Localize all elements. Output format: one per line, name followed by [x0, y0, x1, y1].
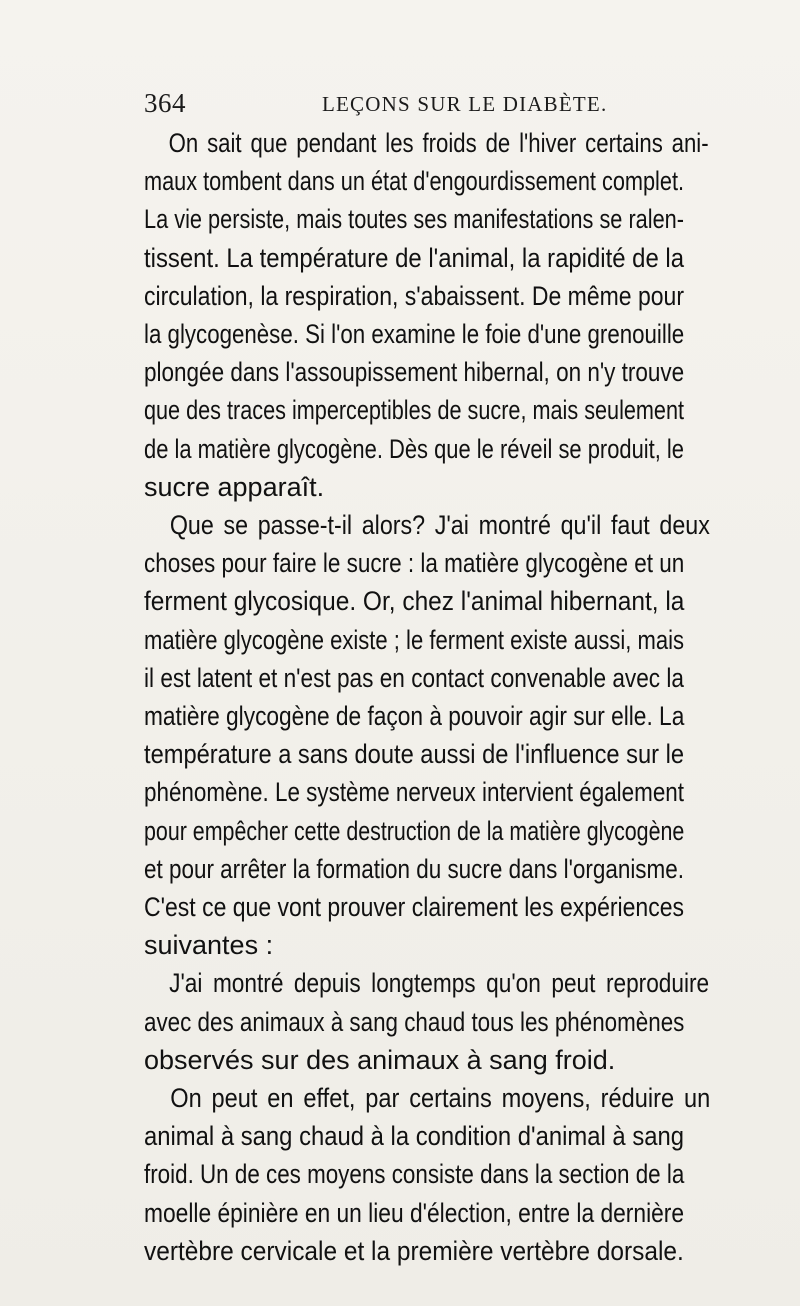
text-line: J'ai montré depuis longtemps qu'on peut reproduire: [169, 968, 710, 999]
text-line: pour empêcher cette destruction de la matière glycogène: [144, 815, 685, 846]
body-text: [144, 124, 711, 1270]
text-line: suivantes :: [144, 930, 274, 961]
text-line: observés sur des animaux à sang froid.: [144, 1044, 616, 1075]
text-line: choses pour faire le sucre : la matière glycogène et un: [144, 548, 685, 579]
text-line: la glycogenèse. Si l'on examine le foie d'une grenouille: [144, 319, 685, 350]
text-line: il est latent et n'est pas en contact convenable avec la: [144, 662, 684, 693]
text-line: animal à sang chaud à la condition d'animal à sang: [144, 1121, 684, 1152]
paragraph: [144, 964, 710, 1079]
text-line: température a sans doute aussi de l'influence sur le: [144, 739, 685, 770]
text-line: moelle épinière en un lieu d'élection, entre la dernière: [144, 1197, 685, 1228]
page-number: 364: [144, 88, 186, 118]
text-line: plongée dans l'assoupissement hibernal, on n'y trouve: [144, 357, 685, 388]
text-line: de la matière glycogène. Dès que le réveil se produit, le: [144, 433, 684, 464]
text-line: ferment glycosique. Or, chez l'animal hibernant, la: [144, 586, 685, 617]
paragraph: [144, 506, 710, 964]
paragraph: [144, 124, 709, 506]
text-line: que des traces imperceptibles de sucre, mais seulement: [144, 395, 684, 426]
text-line: circulation, la respiration, s'abaissent. De même pour: [144, 280, 684, 311]
text-line: phénomène. Le système nerveux intervient également: [144, 777, 684, 808]
text-line: et pour arrêter la formation du sucre dans l'organisme.: [144, 853, 684, 884]
text-line: froid. Un de ces moyens consiste dans la section de la: [144, 1159, 685, 1190]
text-line: tissent. La température de l'animal, la rapidité de la: [144, 242, 684, 273]
text-line: On peut en effet, par certains moyens, réduire un: [170, 1083, 711, 1114]
text-line: avec des animaux à sang chaud tous les phénomènes: [144, 1006, 685, 1037]
text-line: maux tombent dans un état d'engourdissement complet.: [144, 166, 684, 197]
text-line: matière glycogène de façon à pouvoir agir sur elle. La: [144, 701, 685, 732]
page-header: [144, 88, 704, 122]
text-line: Que se passe-t-il alors? J'ai montré qu'il faut deux: [169, 510, 710, 541]
text-line: On sait que pendant les froids de l'hiver certains ani-: [168, 128, 709, 158]
text-line: La vie persiste, mais toutes ses manifestations se ralen-: [144, 204, 684, 235]
text-line: vertèbre cervicale et la première vertèbre dorsale.: [144, 1235, 684, 1266]
text-line: matière glycogène existe ; le ferment existe aussi, mais: [144, 624, 684, 655]
text-line: sucre apparaît.: [144, 471, 325, 502]
text-line: C'est ce que vont prouver clairement les expériences: [144, 892, 684, 923]
paragraph: [144, 1079, 711, 1270]
running-head: LEÇONS SUR LE DIABÈTE.: [322, 92, 608, 116]
